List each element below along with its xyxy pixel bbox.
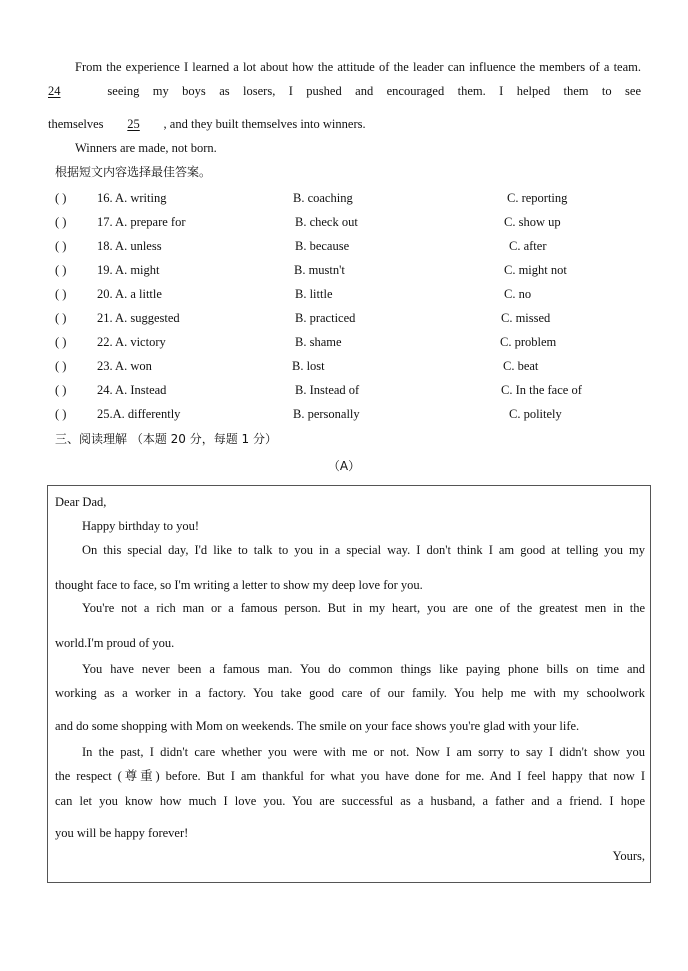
passage-line-2 [48,82,641,100]
option-a: 19. A. might [97,263,160,277]
option-c: C. politely [509,407,562,421]
answer-paren[interactable]: ( ) [55,239,67,253]
section-label: （A） [327,459,361,473]
letter-closing: Yours, [612,849,645,863]
option-b: B. personally [293,407,360,421]
passage-line-1 [48,58,641,76]
option-c: C. problem [500,335,557,349]
option-a: 21. A. suggested [97,311,180,325]
letter-line: thought face to face, so I'm writing a letter to show my deep love for you. [55,578,423,592]
option-c: C. after [509,239,547,253]
letter-line: Happy birthday to you! [82,519,199,533]
passage-line-3 [48,115,641,133]
option-c: C. no [504,287,532,301]
option-c: C. show up [504,215,561,229]
answer-paren[interactable]: ( ) [55,383,67,397]
letter-line: the respect (尊重) before. But I am thankful for what you have done for me. And I feel happy that now I [55,769,645,783]
passage-text: , and they built themselves into winners. [163,117,366,131]
option-a: 17. A. prepare for [97,215,186,229]
option-b: B. practiced [295,311,356,325]
letter-line: world.I'm proud of you. [55,636,175,650]
letter-line: You're not a rich man or a famous person. But in my heart, you are one of the greatest men in the [82,601,645,615]
letter-line: You have never been a famous man. You do common things like paying phone bills on time and [82,662,645,676]
answer-paren[interactable]: ( ) [55,191,67,205]
question-row [55,189,655,207]
option-b: B. little [295,287,333,301]
blank-25: 25 [127,117,140,131]
option-c: C. reporting [507,191,568,205]
answer-paren[interactable]: ( ) [55,215,67,229]
option-a: 20. A. a little [97,287,162,301]
letter-line: can let you know how much I love you. You are successful as a husband, a father and a friend. I hope [55,794,645,808]
passage-line-4 [48,139,641,157]
answer-paren[interactable]: ( ) [55,287,67,301]
option-a: 25.A. differently [97,407,181,421]
option-b: B. coaching [293,191,353,205]
option-a: 22. A. victory [97,335,166,349]
option-a: 23. A. won [97,359,152,373]
letter-line: In the past, I didn't care whether you were with me or not. Now I am sorry to say I didn't show you [82,745,645,759]
option-a: 16. A. writing [97,191,167,205]
question-row [55,285,655,303]
letter-line: you will be happy forever! [55,826,189,840]
question-row [55,381,655,399]
question-row [55,237,655,255]
instruction: 根据短文内容选择最佳答案。 [55,165,212,179]
option-a: 18. A. unless [97,239,162,253]
passage-text: From the experience I learned a lot about how the attitude of the leader can influence the members of a team. [75,60,641,74]
question-row [55,309,655,327]
option-b: B. because [295,239,350,253]
answer-paren[interactable]: ( ) [55,359,67,373]
answer-paren[interactable]: ( ) [55,407,67,421]
answer-paren[interactable]: ( ) [55,263,67,277]
question-row [55,405,655,423]
option-b: B. mustn't [294,263,345,277]
section-heading: 三、阅读理解 （本题 20 分，每题 1 分） [55,432,277,446]
option-b: B. lost [292,359,325,373]
option-a: 24. A. Instead [97,383,167,397]
passage-text: themselves [48,117,104,131]
passage-text: seeing my boys as losers, I pushed and encouraged them. I helped them to see [107,84,641,98]
option-c: C. beat [503,359,539,373]
option-c: C. missed [501,311,551,325]
answer-paren[interactable]: ( ) [55,311,67,325]
answer-paren[interactable]: ( ) [55,335,67,349]
question-row [55,261,655,279]
question-row [55,213,655,231]
option-b: B. shame [295,335,342,349]
letter-line: and do some shopping with Mom on weekends. The smile on your face shows you're glad with your life. [55,719,580,733]
letter-line: working as a worker in a factory. You take good care of our family. You help me with my schoolwork [55,686,645,700]
option-c: C. might not [504,263,567,277]
letter-line: On this special day, I'd like to talk to you in a special way. I don't think I am good at telling you my [82,543,645,557]
option-b: B. Instead of [295,383,360,397]
question-row [55,333,655,351]
letter-salutation: Dear Dad, [55,495,107,509]
blank-24: 24 [48,84,61,98]
passage-text: Winners are made, not born. [75,141,217,155]
option-b: B. check out [295,215,358,229]
question-row [55,357,655,375]
option-c: C. In the face of [501,383,582,397]
